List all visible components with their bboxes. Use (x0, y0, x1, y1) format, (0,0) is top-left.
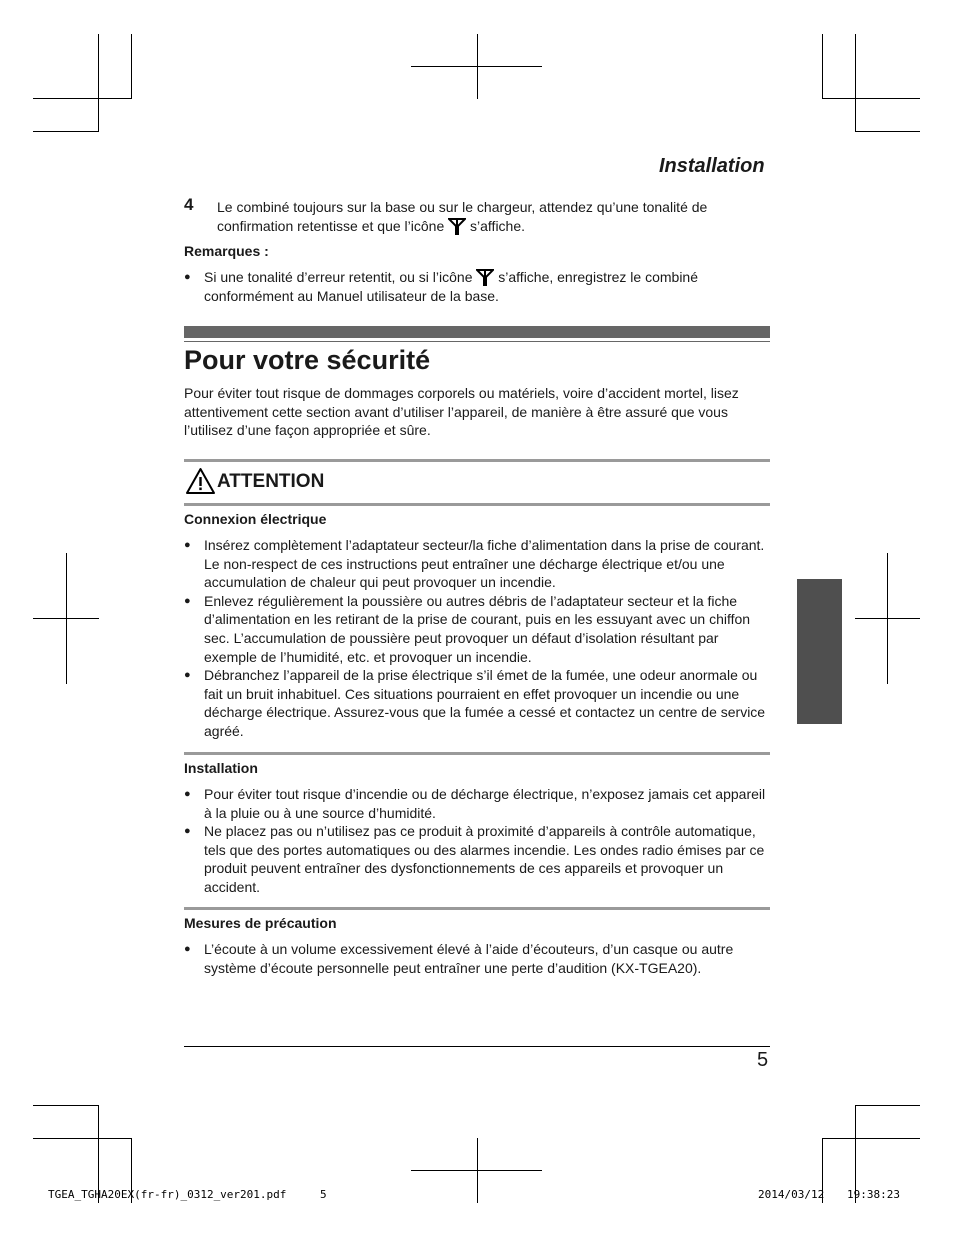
page-number: 5 (757, 1049, 769, 1071)
step-text-before: Le combiné toujours sur la base ou sur le chargeur, attendez qu’une tonalité de confirmation retentisse et que l’icône (217, 199, 708, 234)
divider (184, 1046, 770, 1047)
warning-triangle-icon (185, 467, 216, 495)
divider (184, 907, 770, 910)
crop-mark (822, 98, 920, 99)
crop-mark (855, 34, 856, 132)
crop-mark (855, 618, 920, 619)
step-text (217, 198, 757, 236)
crop-mark (411, 1170, 542, 1171)
subsection-title: Connexion électrique (184, 511, 327, 527)
precautions-list (184, 940, 750, 977)
section-band (184, 326, 770, 338)
crop-mark (411, 66, 542, 67)
list-item: ● Enlevez régulièrement la poussière ou autres débris de l’adaptateur secteur et la fiche d’alimentation en les retirant de la prise de courant, puis en les essuyant avec un chiffon sec. L’accumulation de poussière peut provoquer un défaut d’isolation résultant par exemple de l’humidité, etc. et provoquer un incendie. (184, 592, 770, 666)
step-text-after: s’affiche. (470, 218, 526, 234)
list-item: ● Pour éviter tout risque d’incendie ou de décharge électrique, n’exposez jamais cet appareil à la pluie ou à une source d’humidité. (184, 785, 770, 822)
crop-mark (33, 131, 99, 132)
crop-mark (33, 1105, 99, 1106)
list-item: ● Débranchez l’appareil de la prise électrique s’il émet de la fumée, une odeur anormale ou fait un bruit inhabituel. Ces situations pourraient en effet provoquer un incendie ou une décharge électrique. Assurez-vous que la fumée a cessé et contactez un centre de service agréé. (184, 666, 770, 740)
antenna-signal-icon (476, 268, 494, 286)
installation-list (184, 785, 770, 897)
list-item: ● Ne placez pas ou n’utilisez pas ce produit à proximité d’appareils à contrôle automatique, tels que des portes automatiques ou des alarmes incendie. Les ondes radio émises par ce produit peuvent entraîner des dysfonctionnements de ces appareils et provoquer un accident. (184, 822, 770, 896)
page-title: Pour votre sécurité (184, 345, 431, 375)
divider (184, 503, 770, 506)
crop-mark (33, 618, 99, 619)
crop-mark (33, 98, 131, 99)
step-number: 4 (184, 195, 194, 214)
remarks-title: Remarques : (184, 243, 269, 259)
list-item: ● L’écoute à un volume excessivement élevé à l’aide d’écouteurs, d’un casque ou autre système d’écoute personnelle peut entraîner une perte d’audition (KX-TGEA20). (184, 940, 750, 977)
crop-mark (131, 34, 132, 99)
divider (184, 459, 770, 462)
footer-time: 19:38:23 (847, 1188, 900, 1201)
antenna-signal-icon (448, 217, 466, 235)
crop-mark (98, 34, 99, 132)
footer-filename: TGEA_TGHA20EX(fr-fr)_0312_ver201.pdf (48, 1188, 287, 1201)
footer-page: 5 (320, 1188, 327, 1201)
remarks-list (184, 268, 724, 305)
intro-paragraph: Pour éviter tout risque de dommages corporels ou matériels, voire d’accident mortel, lisez attentivement cette section avant d’utiliser l’appareil, de manière à être assuré que vous l’utilisez d’une façon appropriée et sûre. (184, 385, 739, 439)
remark-text-before: Si une tonalité d’erreur retentit, ou si l’icône (204, 269, 473, 285)
divider (184, 341, 770, 342)
subsection-title: Installation (184, 760, 258, 776)
crop-mark (822, 1138, 920, 1139)
list-item: ● Insérez complètement l’adaptateur secteur/la fiche d’alimentation dans la prise de courant. Le non-respect de ces instructions peut entraîner une décharge électrique et/ou une accumulation de chaleur qui peut provoquer un incendie. (184, 536, 770, 592)
crop-mark (33, 1138, 131, 1139)
chapter-tab (797, 579, 842, 724)
list-item (184, 268, 724, 305)
crop-mark (855, 1105, 920, 1106)
footer-date: 2014/03/12 (758, 1188, 825, 1201)
crop-mark (855, 131, 920, 132)
divider (184, 752, 770, 755)
electrical-list (184, 536, 770, 741)
subsection-title: Mesures de précaution (184, 915, 337, 931)
attention-label: ATTENTION (217, 471, 325, 492)
remark-text-after: s’affiche, enregistrez le combiné conformément au Manuel utilisateur de la base. (204, 269, 698, 304)
crop-mark (822, 34, 823, 99)
section-title: Installation (659, 155, 765, 177)
